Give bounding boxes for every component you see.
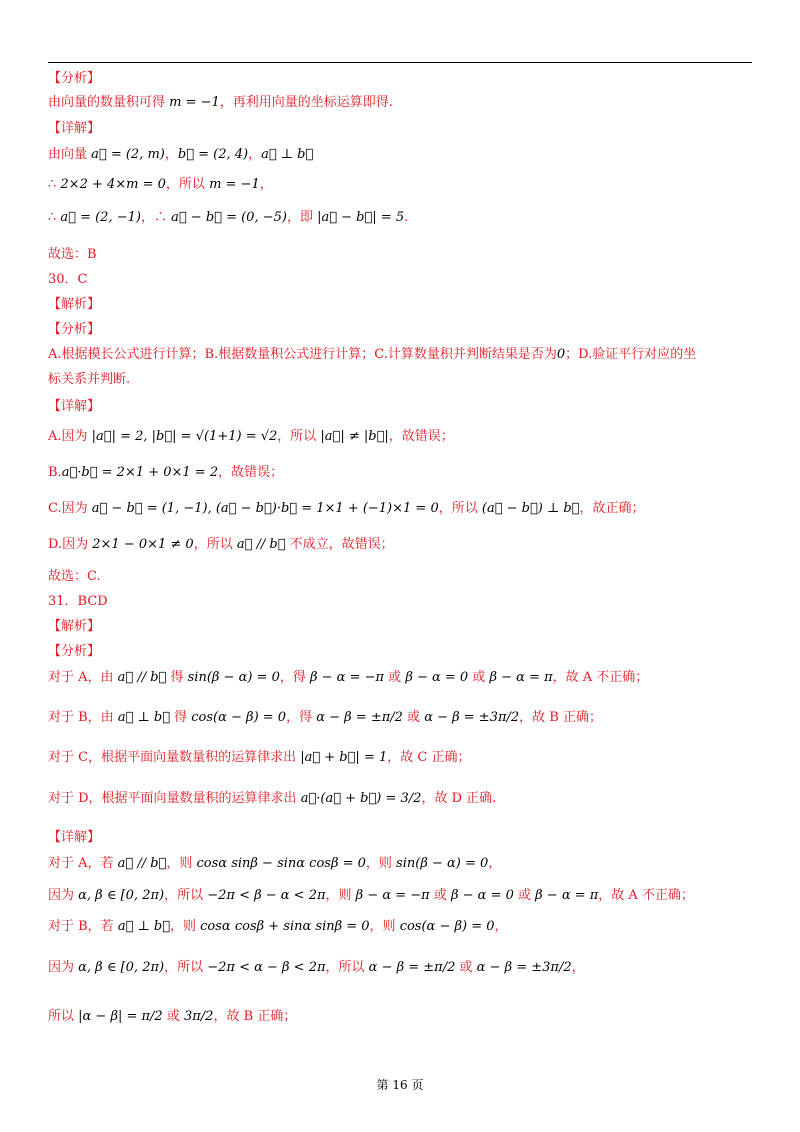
text-segment: ，故错误； xyxy=(218,465,284,480)
text-segment: 【分析】 xyxy=(48,322,101,337)
text-segment: 对于 C，根据平面向量数量积的运算律求出 xyxy=(48,750,301,765)
math-expression: a⃗ // b⃗ xyxy=(236,537,286,552)
math-expression: a⃗ // b⃗ xyxy=(117,856,167,871)
text-segment: ，所以 xyxy=(325,960,369,975)
text-segment: ，所以 xyxy=(165,177,210,192)
text-segment: ∴ xyxy=(48,177,61,192)
text-segment: 或 xyxy=(402,710,425,725)
text-segment: 对于 A，由 xyxy=(48,670,118,685)
text-segment: ，则 xyxy=(365,856,397,871)
math-expression: a⃗·(a⃗ + b⃗) = 3/2 xyxy=(300,791,422,806)
math-expression: 2×1 − 0×1 ≠ 0 xyxy=(92,537,194,552)
text-segment: 或 xyxy=(162,1009,184,1024)
math-expression: cos(α − β) = 0 xyxy=(399,919,495,934)
text-line xyxy=(48,243,97,262)
text-segment: 或 xyxy=(429,888,451,903)
math-expression: β − α = 0 xyxy=(405,670,469,685)
math-expression: |α − β| = π/2 xyxy=(78,1009,163,1024)
text-segment: 由向量 xyxy=(48,147,92,162)
text-line xyxy=(48,565,101,584)
math-expression: 3π/2 xyxy=(183,1009,214,1024)
text-segment: 30．C xyxy=(48,272,88,287)
text-line xyxy=(48,293,100,312)
text-segment: ，故错误； xyxy=(388,429,454,444)
math-expression: b⃗ = (2, 4) xyxy=(177,147,249,162)
math-expression: a⃗·b⃗ = 2×1 + 0×1 = 2 xyxy=(61,465,219,480)
text-segment: 对于 A，若 xyxy=(48,856,118,871)
text-line xyxy=(48,533,394,552)
text-line xyxy=(48,915,508,934)
math-expression: α − β = ±π/2 xyxy=(316,710,403,725)
math-expression: α − β = ±3π/2 xyxy=(476,960,572,975)
text-line xyxy=(48,318,100,337)
math-expression: β − α = −π xyxy=(355,888,430,903)
text-segment: 标关系并判断. xyxy=(48,372,131,387)
text-segment: ；D.验证平行对应的坐 xyxy=(565,347,697,362)
text-segment: ， xyxy=(248,147,262,162)
math-expression: a⃗ ⊥ b⃗ xyxy=(261,147,314,162)
math-expression: β − α = 0 xyxy=(450,888,514,903)
math-expression: a⃗ − b⃗ = (1, −1), (a⃗ − b⃗)·b⃗ = 1×1 + (−1)×1 = 0 xyxy=(91,501,439,516)
text-line xyxy=(48,884,694,903)
text-segment: ，再利用向量的坐标运算即得. xyxy=(219,95,393,110)
text-segment: ，所以 xyxy=(193,537,237,552)
math-expression: cosα cosβ + sinα sinβ = 0 xyxy=(200,919,370,934)
text-segment: ，故 B 正确； xyxy=(213,1009,297,1024)
text-segment: 故选：C. xyxy=(48,569,101,584)
text-line xyxy=(48,615,100,634)
math-expression: sin(β − α) = 0 xyxy=(396,856,489,871)
text-line xyxy=(48,143,313,162)
text-segment: ，∴ xyxy=(140,210,172,225)
text-segment: 31．BCD xyxy=(48,594,108,609)
text-line xyxy=(48,666,648,685)
text-segment: B. xyxy=(48,465,62,480)
text-segment: 【详解】 xyxy=(48,399,101,414)
text-segment: ，故 D 正确. xyxy=(421,791,497,806)
text-line xyxy=(48,91,393,110)
math-expression: α − β = ±π/2 xyxy=(368,960,456,975)
text-segment: ，即 xyxy=(286,210,318,225)
text-line xyxy=(48,956,585,975)
text-line xyxy=(48,826,100,845)
text-segment: ， xyxy=(164,147,178,162)
text-segment: ，故 C 正确； xyxy=(387,750,471,765)
text-segment: 或 xyxy=(455,960,477,975)
text-segment: ，得 xyxy=(279,670,310,685)
text-line xyxy=(48,746,470,765)
math-expression: a⃗ − b⃗ = (0, −5) xyxy=(171,210,287,225)
text-line xyxy=(48,343,696,362)
text-segment: 【分析】 xyxy=(48,71,101,86)
math-expression: a⃗ = (2, −1) xyxy=(60,210,141,225)
text-segment: 由向量的数量积可得 xyxy=(48,95,170,110)
text-segment: 或 xyxy=(468,670,490,685)
text-segment: 因为 xyxy=(48,888,79,903)
text-segment: ，则 xyxy=(170,919,201,934)
text-line xyxy=(48,852,501,871)
math-expression: β − α = −π xyxy=(310,670,385,685)
math-expression: m = −1 xyxy=(169,95,220,110)
text-line xyxy=(48,67,100,86)
text-segment: ，故 B 正确； xyxy=(519,710,602,725)
header-rule xyxy=(48,62,752,63)
math-expression: β − α = π xyxy=(489,670,553,685)
math-expression: cosα sinβ − sinα cosβ = 0 xyxy=(196,856,366,871)
text-line xyxy=(48,268,88,287)
math-expression: sin(β − α) = 0 xyxy=(187,670,280,685)
text-line xyxy=(48,590,108,609)
text-segment: 对于 D，根据平面向量数量积的运算律求出 xyxy=(48,791,301,806)
math-expression: 0 xyxy=(556,347,566,362)
page-footer: 第 16 页 xyxy=(376,1078,424,1092)
text-segment: C.因为 xyxy=(48,501,92,516)
text-segment: ，所以 xyxy=(164,960,208,975)
math-expression: a⃗ // b⃗ xyxy=(117,670,167,685)
text-segment: ， xyxy=(571,960,585,975)
math-expression: α − β = ±3π/2 xyxy=(424,710,520,725)
text-segment: ，则 xyxy=(166,856,197,871)
text-segment: 不成立，故错误； xyxy=(285,537,394,552)
math-expression: cos(α − β) = 0 xyxy=(191,710,287,725)
text-line xyxy=(48,117,100,136)
text-segment: ∴ xyxy=(48,210,61,225)
text-line xyxy=(48,461,283,480)
text-line xyxy=(48,787,496,806)
text-segment: ， xyxy=(259,177,273,192)
text-line xyxy=(48,640,100,659)
text-line xyxy=(48,395,100,414)
text-segment: ，故正确； xyxy=(579,501,645,516)
text-segment: 得 xyxy=(166,670,188,685)
math-expression: a⃗ ⊥ b⃗ xyxy=(117,919,170,934)
text-line xyxy=(48,368,130,387)
text-segment: ，则 xyxy=(369,919,400,934)
text-segment: ，所以 xyxy=(164,888,208,903)
text-segment: D.因为 xyxy=(48,537,93,552)
text-segment: 【详解】 xyxy=(48,830,101,845)
text-segment: ，故 A 不正确； xyxy=(552,670,649,685)
math-expression: a⃗ = (2, m) xyxy=(91,147,165,162)
math-expression: α, β ∈ [0, 2π) xyxy=(78,960,165,975)
text-segment: ， xyxy=(488,856,502,871)
text-segment: ，所以 xyxy=(277,429,321,444)
text-segment: A.因为 xyxy=(48,429,92,444)
text-line xyxy=(48,425,454,444)
text-segment: 【分析】 xyxy=(48,644,101,659)
math-expression: |a⃗ − b⃗| = 5 xyxy=(317,210,405,225)
text-segment: 或 xyxy=(384,670,406,685)
math-expression: β − α = π xyxy=(535,888,599,903)
text-segment: 或 xyxy=(513,888,536,903)
text-segment: ，故 A 不正确； xyxy=(598,888,694,903)
math-expression: −2π < β − α < 2π xyxy=(207,888,326,903)
math-expression: m = −1 xyxy=(209,177,260,192)
math-expression: |a⃗| = 2, |b⃗| = √(1+1) = √2 xyxy=(91,429,278,444)
text-line xyxy=(48,173,273,192)
text-segment: 因为 xyxy=(48,960,79,975)
math-expression: 2×2 + 4×m = 0 xyxy=(60,177,166,192)
text-segment: ，则 xyxy=(325,888,356,903)
text-line xyxy=(48,206,408,225)
text-segment: 得 xyxy=(170,710,192,725)
text-segment: ，所以 xyxy=(438,501,482,516)
math-expression: |a⃗ + b⃗| = 1 xyxy=(300,750,388,765)
text-segment: 对于 B，由 xyxy=(48,710,118,725)
text-segment: 【解析】 xyxy=(48,297,101,312)
math-expression: (a⃗ − b⃗) ⊥ b⃗ xyxy=(481,501,580,516)
math-expression: a⃗ ⊥ b⃗ xyxy=(117,710,170,725)
math-expression: α, β ∈ [0, 2π) xyxy=(78,888,165,903)
text-segment: ，得 xyxy=(286,710,317,725)
text-segment: 【详解】 xyxy=(48,121,101,136)
text-line xyxy=(48,497,644,516)
text-segment: 【解析】 xyxy=(48,619,101,634)
text-segment: 所以 xyxy=(48,1009,79,1024)
text-segment: 对于 B，若 xyxy=(48,919,118,934)
text-segment: ， xyxy=(494,919,508,934)
text-segment: . xyxy=(404,210,409,225)
text-segment: 故选：B xyxy=(48,247,97,262)
math-expression: |a⃗| ≠ |b⃗| xyxy=(320,429,389,444)
math-expression: −2π < α − β < 2π xyxy=(207,960,326,975)
text-segment: A.根据模长公式进行计算；B.根据数量积公式进行计算；C.计算数量积并判断结果是否为 xyxy=(48,347,557,362)
text-line xyxy=(48,1005,296,1024)
text-line xyxy=(48,706,602,725)
